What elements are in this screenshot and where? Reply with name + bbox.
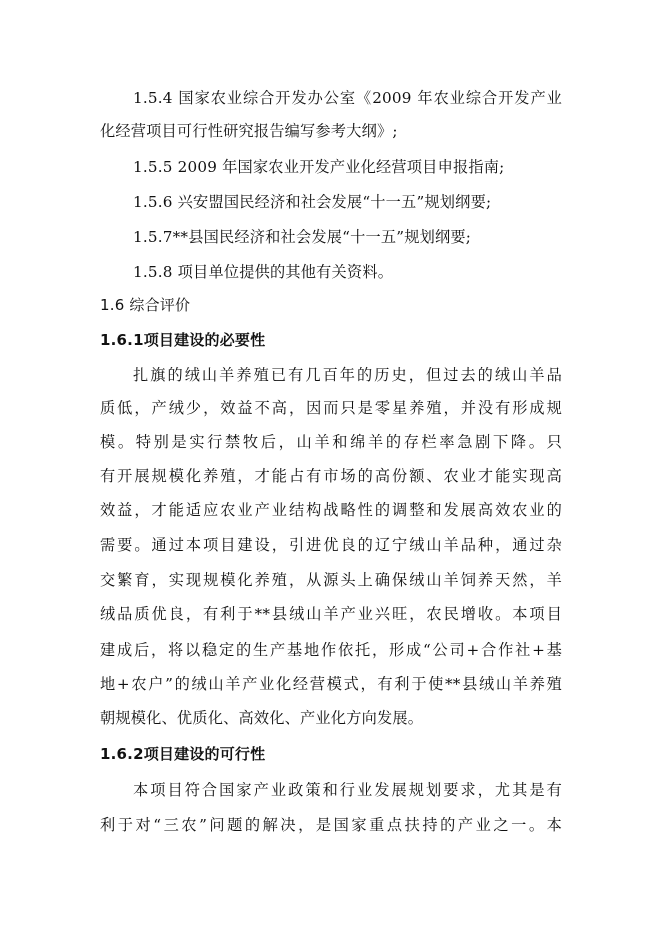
paragraph-line: 需要。通过本项目建设，引进优良的辽宁绒山羊品种，通过杂 bbox=[100, 536, 562, 554]
subsection-heading-feasibility: 1.6.2项目建设的可行性 bbox=[100, 745, 266, 763]
reference-item-1-line-1: 1.5.4 国家农业综合开发办公室《2009 年农业综合开发产业 bbox=[133, 89, 562, 107]
paragraph-line: 利于对“三农”问题的解决，是国家重点扶持的产业之一。本 bbox=[100, 816, 562, 834]
section-heading: 1.6 综合评价 bbox=[100, 296, 191, 314]
paragraph-line: 效益，才能适应农业产业结构战略性的调整和发展高效农业的 bbox=[100, 501, 562, 519]
reference-item-2: 1.5.5 2009 年国家农业开发产业化经营项目申报指南; bbox=[133, 158, 505, 176]
reference-item-3: 1.5.6 兴安盟国民经济和社会发展“十一五”规划纲要; bbox=[133, 193, 492, 211]
paragraph-line: 模。特别是实行禁牧后，山羊和绵羊的存栏率急剧下降。只 bbox=[100, 433, 562, 451]
paragraph-line: 地+农户”的绒山羊产业化经营模式，有利于使**县绒山羊养殖 bbox=[100, 675, 562, 693]
reference-item-1-line-2: 化经营项目可行性研究报告编写参考大纲》; bbox=[100, 122, 398, 140]
subsection-heading-necessity: 1.6.1项目建设的必要性 bbox=[100, 331, 266, 349]
paragraph-line: 建成后，将以稳定的生产基地作依托，形成“公司+合作社+基 bbox=[100, 641, 562, 659]
paragraph-line: 本项目符合国家产业政策和行业发展规划要求，尤其是有 bbox=[133, 781, 562, 799]
paragraph-line: 朝规模化、优质化、高效化、产业化方向发展。 bbox=[100, 709, 424, 727]
paragraph-line: 扎旗的绒山羊养殖已有几百年的历史，但过去的绒山羊品 bbox=[133, 366, 562, 384]
paragraph-line: 绒品质优良，有利于**县绒山羊产业兴旺，农民增收。本项目 bbox=[100, 605, 562, 623]
paragraph-line: 交繁育，实现规模化养殖，从源头上确保绒山羊饲养天然，羊 bbox=[100, 571, 562, 589]
reference-item-4: 1.5.7**县国民经济和社会发展“十一五”规划纲要; bbox=[133, 228, 472, 246]
reference-item-5: 1.5.8 项目单位提供的其他有关资料。 bbox=[133, 263, 394, 281]
paragraph-line: 有开展规模化养殖，才能占有市场的高份额、农业才能实现高 bbox=[100, 467, 562, 485]
paragraph-line: 质低，产绒少，效益不高，因而只是零星养殖，并没有形成规 bbox=[100, 399, 562, 417]
